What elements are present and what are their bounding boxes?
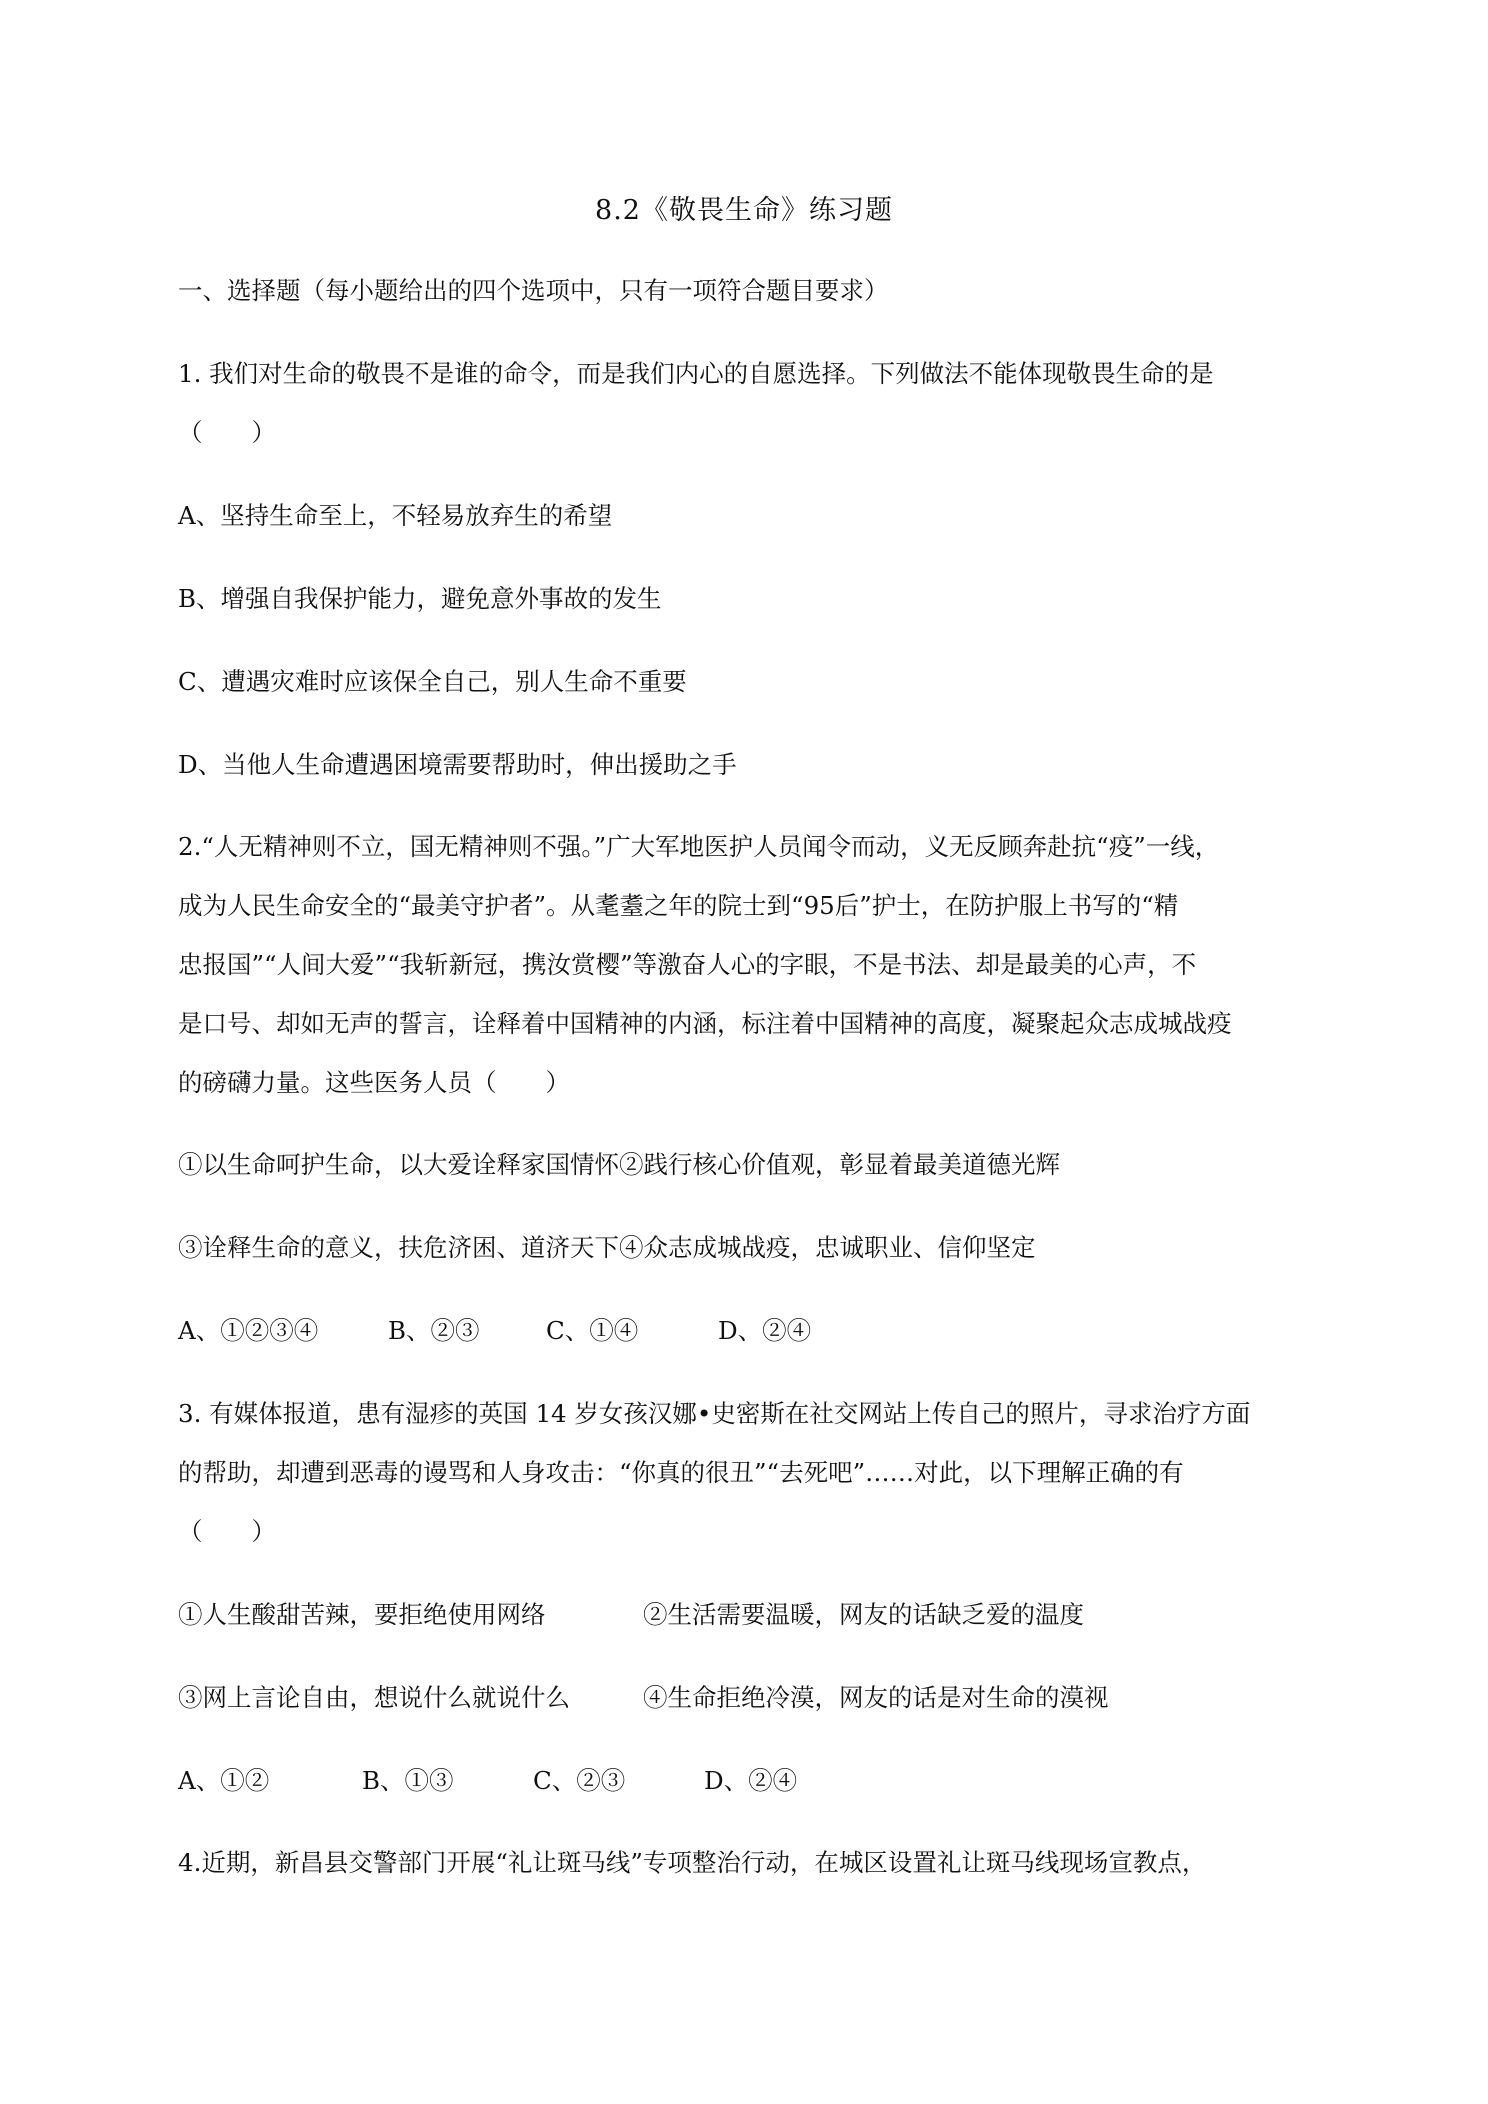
- q2-stem-line-4: 是口号、却如无声的誓言，诠释着中国精神的内涵，标注着中国精神的高度，凝聚起众志成城战疫: [178, 1009, 1232, 1038]
- q2-statement-line-2: ③诠释生命的意义，扶危济困、道济天下④众志成城战疫，忠诚职业、信仰坚定: [178, 1233, 1036, 1262]
- q1-stem-line-2: （ ）: [178, 418, 276, 447]
- q3-statement-2: ②生活需要温暖，网友的话缺乏爱的温度: [643, 1600, 1084, 1629]
- q1-option-d: D、当他人生命遭遇困境需要帮助时，伸出援助之手: [178, 750, 737, 779]
- page-title: 8.2《敬畏生命》练习题: [595, 195, 893, 226]
- q1-option-a: A、坚持生命至上，不轻易放弃生的希望: [178, 501, 613, 530]
- q3-stem-line-2: 的帮助，却遭到恶毒的谩骂和人身攻击：“你真的很丑”“去死吧”……对此，以下理解正确的有: [178, 1458, 1184, 1487]
- q1-stem-line-1: 1. 我们对生命的敬畏不是谁的命令，而是我们内心的自愿选择。下列做法不能体现敬畏生命的是: [178, 359, 1214, 388]
- q1-option-b: B、增强自我保护能力，避免意外事故的发生: [178, 584, 662, 613]
- q3-statement-row-1: [178, 1598, 1084, 1632]
- q3-choice-b: B、①③: [362, 1766, 454, 1795]
- q1-option-c: C、遭遇灾难时应该保全自己，别人生命不重要: [178, 667, 687, 696]
- q2-stem-line-2: 成为人民生命安全的“最美守护者”。从耄耋之年的院士到“95后”护士，在防护服上书写的“精: [178, 891, 1179, 920]
- q3-statement-4: ④生命拒绝冷漠，网友的话是对生命的漠视: [643, 1683, 1109, 1712]
- q3-statement-3: ③网上言论自由，想说什么就说什么: [178, 1683, 570, 1712]
- q3-choices: [178, 1764, 797, 1798]
- q2-choices: [178, 1314, 811, 1348]
- q2-stem-line-1: 2.“人无精神则不立，国无精神则不强。”广大军地医护人员闻令而动，义无反顾奔赴抗“疫”一线，: [178, 832, 1220, 861]
- q3-stem-line-3: （ ）: [178, 1517, 276, 1546]
- q2-choice-d: D、②④: [718, 1316, 812, 1345]
- q2-stem-line-5: 的磅礴力量。这些医务人员（ ）: [178, 1068, 570, 1097]
- section-heading: 一、选择题（每小题给出的四个选项中，只有一项符合题目要求）: [178, 276, 889, 305]
- q2-stem-line-3: 忠报国”“人间大爱”“我斩新冠，携汝赏樱”等激奋人心的字眼，不是书法、却是最美的心声，不: [178, 950, 1197, 979]
- q3-choice-c: C、②③: [533, 1766, 626, 1795]
- q3-choice-d: D、②④: [704, 1766, 798, 1795]
- q2-choice-b: B、②③: [388, 1316, 480, 1345]
- q2-choice-a: A、①②③④: [178, 1316, 319, 1345]
- q3-statement-1: ①人生酸甜苦辣，要拒绝使用网络: [178, 1600, 546, 1629]
- q2-choice-c: C、①④: [546, 1316, 639, 1345]
- q3-statement-row-2: [178, 1681, 1109, 1715]
- q2-statement-line-1: ①以生命呵护生命，以大爱诠释家国情怀②践行核心价值观，彰显着最美道德光辉: [178, 1150, 1060, 1179]
- q4-stem-line-1: 4.近期，新昌县交警部门开展“礼让斑马线”专项整治行动，在城区设置礼让斑马线现场宣教点，: [178, 1848, 1207, 1877]
- q3-choice-a: A、①②: [178, 1766, 270, 1795]
- q3-stem-line-1: 3. 有媒体报道，患有湿疹的英国 14 岁女孩汉娜•史密斯在社交网站上传自己的照片，寻求治疗方面: [178, 1399, 1251, 1428]
